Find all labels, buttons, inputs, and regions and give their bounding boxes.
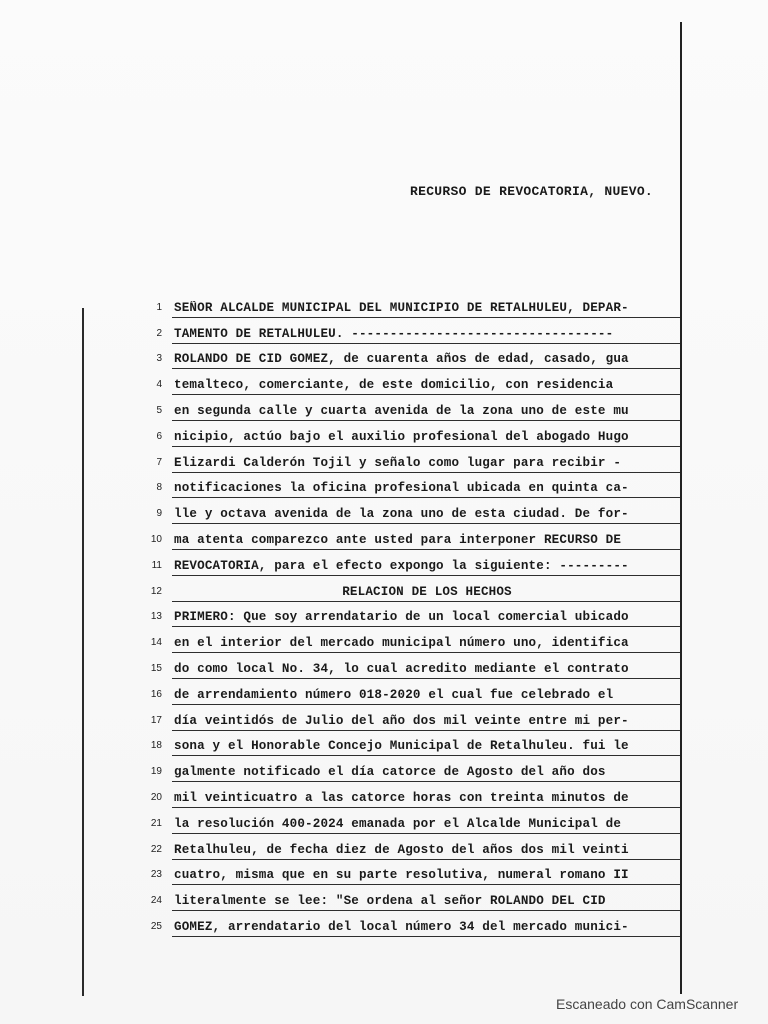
line-text: día veintidós de Julio del año dos mil veinte entre mi per- [174, 713, 629, 728]
document-line [150, 782, 680, 808]
document-line [150, 705, 680, 731]
document-title: RECURSO DE REVOCATORIA, NUEVO. [410, 184, 654, 199]
line-text: TAMENTO DE RETALHULEU. ---------------------------------- [174, 326, 614, 341]
right-margin-rule [680, 22, 682, 994]
line-number: 17 [150, 714, 162, 726]
line-text: cuatro, misma que en su parte resolutiva, numeral romano II [174, 868, 629, 883]
document-line [156, 447, 680, 473]
document-line [150, 885, 680, 911]
line-number: 22 [150, 843, 162, 855]
line-number: 14 [150, 637, 162, 649]
line-text: literalmente se lee: "Se ordena al señor ROLANDO DEL CID [174, 894, 606, 909]
line-number: 15 [150, 662, 162, 674]
section-heading: RELACION DE LOS HECHOS [342, 584, 512, 599]
document-line [150, 834, 680, 860]
line-number: 11 [151, 559, 162, 571]
line-text: do como local No. 34, lo cual acredito mediante el contrato [174, 661, 629, 676]
left-margin-rule [82, 308, 84, 996]
line-text: en el interior del mercado municipal número uno, identifica [174, 636, 629, 651]
line-text: en segunda calle y cuarta avenida de la zona uno de este mu [174, 403, 629, 418]
line-number: 4 [156, 379, 162, 391]
document-line [150, 653, 680, 679]
line-text: PRIMERO: Que soy arrendatario de un local comercial ubicado [174, 610, 629, 625]
document-line [150, 911, 680, 937]
line-number: 21 [150, 817, 162, 829]
line-number: 12 [150, 585, 162, 597]
document-line [156, 421, 680, 447]
line-text: Retalhuleu, de fecha diez de Agosto del años dos mil veinti [174, 842, 629, 857]
document-body [150, 292, 680, 937]
line-text: SEÑOR ALCALDE MUNICIPAL DEL MUNICIPIO DE RETALHULEU, DEPAR- [174, 300, 629, 315]
camscanner-watermark: Escaneado con CamScanner [556, 996, 739, 1012]
line-text: lle y octava avenida de la zona uno de esta ciudad. De for- [174, 507, 629, 522]
document-line [151, 550, 680, 576]
line-text: Elizardi Calderón Tojil y señalo como lugar para recibir - [174, 455, 622, 470]
line-number: 9 [156, 508, 162, 520]
line-text: ma atenta comparezco ante usted para interponer RECURSO DE [174, 532, 622, 547]
document-line [156, 318, 680, 344]
document-line [150, 756, 680, 782]
line-text: sona y el Honorable Concejo Municipal de Retalhuleu. fui le [174, 739, 629, 754]
line-number: 5 [156, 404, 162, 416]
document-line [150, 679, 680, 705]
line-text: REVOCATORIA, para el efecto expongo la siguiente: --------- [174, 558, 629, 573]
document-line [156, 473, 680, 499]
document-line [156, 498, 680, 524]
line-text: ROLANDO DE CID GOMEZ, de cuarenta años de edad, casado, gua [174, 352, 629, 367]
line-number: 13 [150, 611, 162, 623]
line-number: 24 [150, 895, 162, 907]
line-text: nicipio, actúo bajo el auxilio profesional del abogado Hugo [174, 429, 629, 444]
line-number: 25 [150, 920, 162, 932]
line-text: mil veinticuatro a las catorce horas con treinta minutos de [174, 790, 629, 805]
document-line [150, 731, 680, 757]
document-line [156, 292, 680, 318]
document-line [150, 808, 680, 834]
document-line [150, 602, 680, 628]
line-number: 16 [150, 688, 162, 700]
line-number: 1 [156, 301, 162, 313]
line-number: 8 [156, 482, 162, 494]
line-number: 10 [150, 533, 162, 545]
line-text: temalteco, comerciante, de este domicilio, con residencia [174, 378, 614, 393]
line-number: 20 [150, 791, 162, 803]
document-line [150, 860, 680, 886]
line-number: 2 [156, 327, 162, 339]
line-number: 7 [156, 456, 162, 468]
line-number: 19 [150, 766, 162, 778]
line-number: 6 [156, 430, 162, 442]
line-text: notificaciones la oficina profesional ubicada en quinta ca- [174, 481, 629, 496]
line-text: de arrendamiento número 018-2020 el cual fue celebrado el [174, 687, 614, 702]
line-text: la resolución 400-2024 emanada por el Alcalde Municipal de [174, 816, 622, 831]
document-line [156, 395, 680, 421]
document-line [150, 524, 680, 550]
line-text: GOMEZ, arrendatario del local número 34 del mercado munici- [174, 919, 629, 934]
line-text: galmente notificado el día catorce de Agosto del año dos [174, 765, 606, 780]
document-line [156, 369, 680, 395]
document-line [156, 344, 680, 370]
line-number: 23 [150, 869, 162, 881]
line-number: 3 [156, 353, 162, 365]
document-line [150, 627, 680, 653]
line-number: 18 [150, 740, 162, 752]
document-line [150, 576, 680, 602]
